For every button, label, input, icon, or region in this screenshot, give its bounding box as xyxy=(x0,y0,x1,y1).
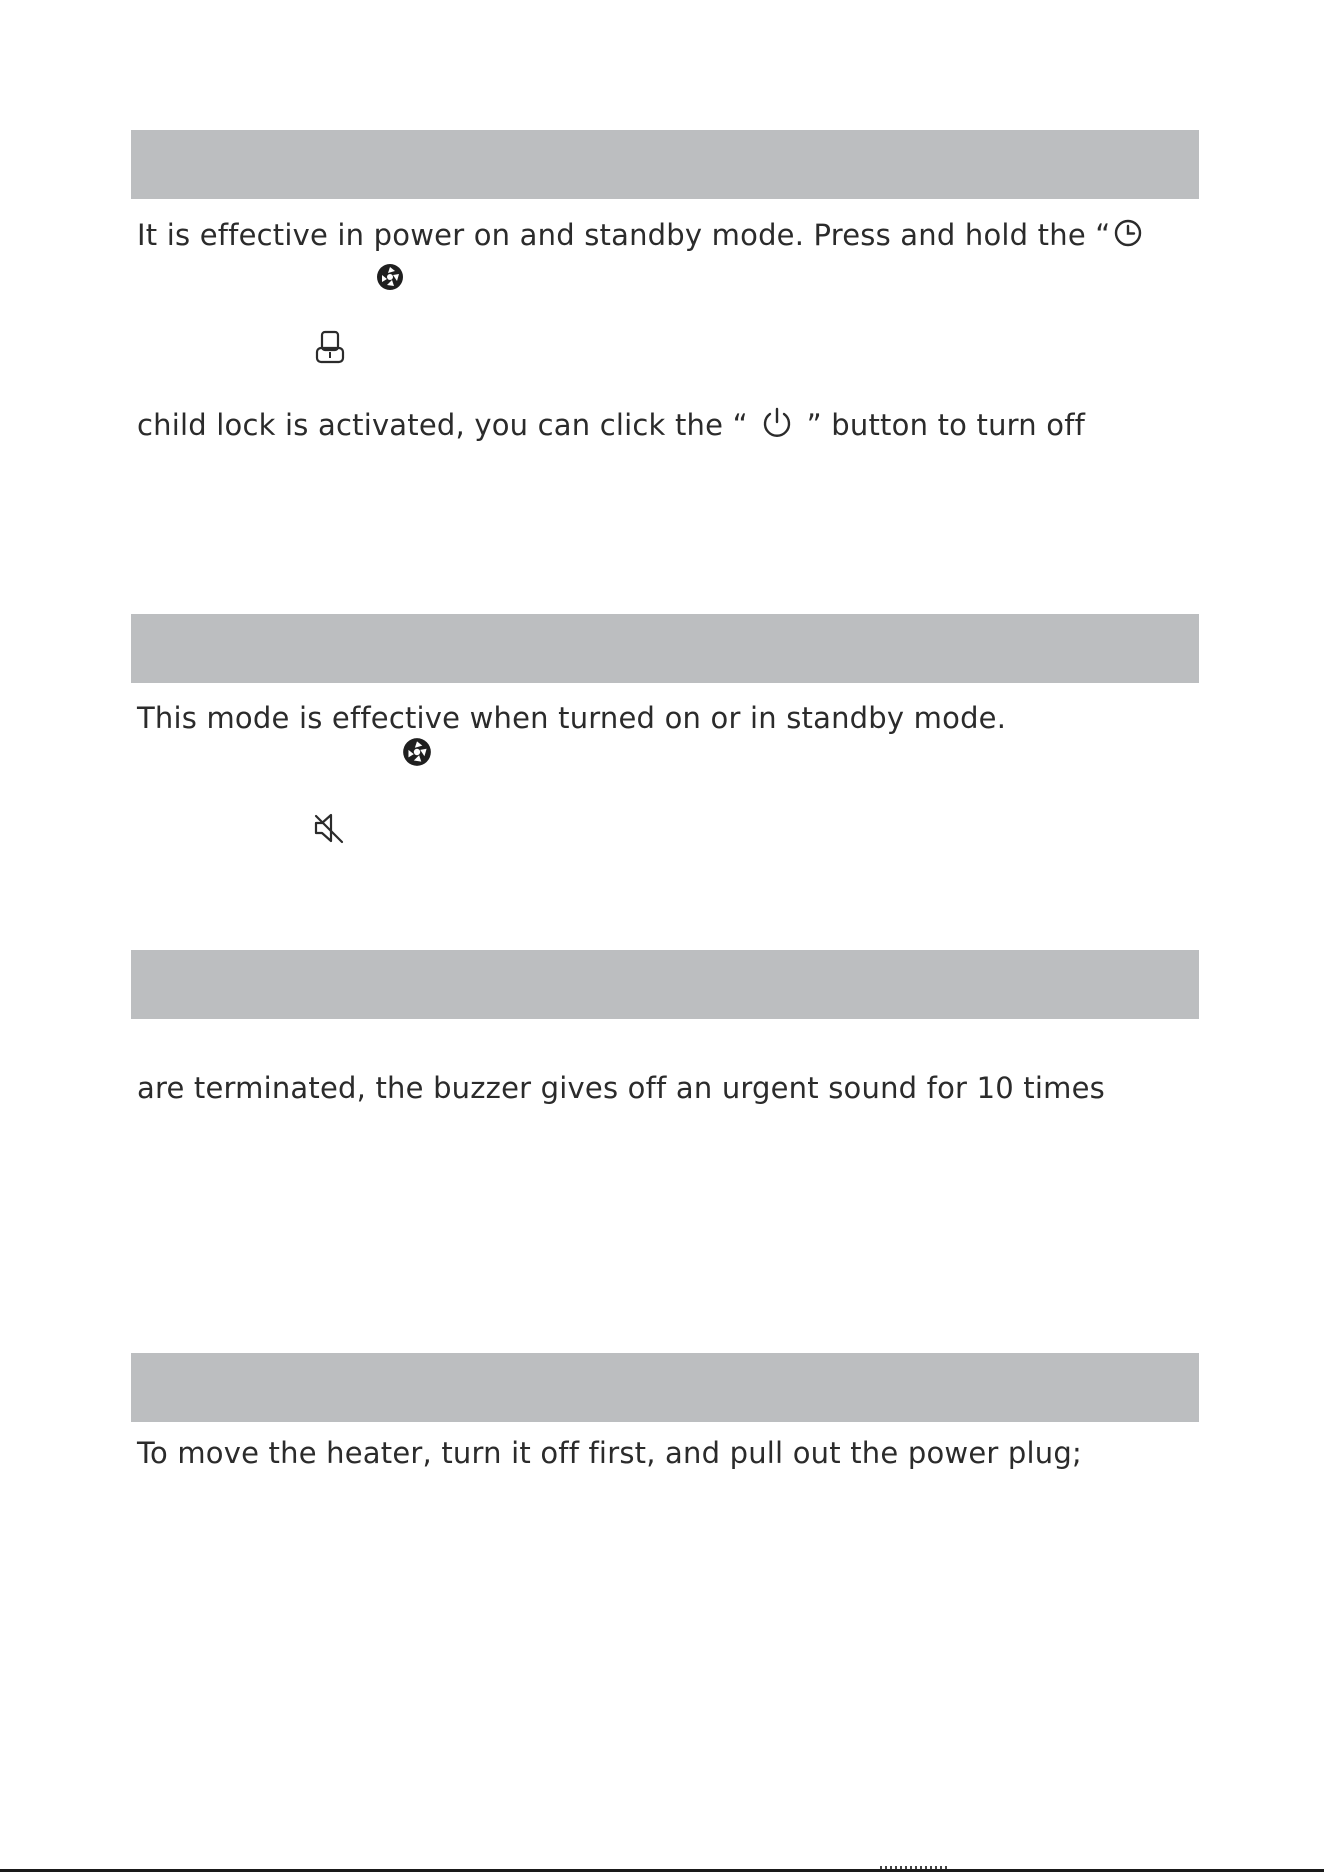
buzzer-text-line-1-content: are terminated, the buzzer gives off an urgent sound for 10 times xyxy=(137,1071,1105,1105)
clock-icon xyxy=(1113,218,1143,256)
section-header-bar-1 xyxy=(131,130,1199,199)
section-header-bar-2 xyxy=(131,614,1199,683)
section-header-bar-4 xyxy=(131,1353,1199,1422)
mute-text-line-1-content: This mode is effective when turned on or in standby mode. xyxy=(137,701,1007,735)
child-lock-text-line-2-tail: ” button to turn off xyxy=(806,408,1086,442)
buzzer-text-line-1 xyxy=(137,1070,1105,1106)
power-icon xyxy=(759,405,795,449)
section-header-bar-3 xyxy=(131,950,1199,1019)
footer-tick-marks xyxy=(880,1866,950,1869)
mute-text-line-1 xyxy=(137,700,1006,736)
child-lock-icon xyxy=(313,330,347,368)
move-text-line-1 xyxy=(137,1435,1082,1471)
child-lock-text-line-1 xyxy=(137,217,1145,256)
shutter-icon xyxy=(375,262,405,292)
move-text-line-1-content: To move the heater, turn it off first, and pull out the power plug; xyxy=(137,1436,1082,1470)
child-lock-text-line-1-content: It is effective in power on and standby mode. Press and hold the “ xyxy=(137,218,1111,252)
shutter-icon-2 xyxy=(401,736,433,768)
child-lock-text-line-2 xyxy=(137,405,1085,449)
child-lock-text-line-2-content: child lock is activated, you can click the “ xyxy=(137,408,748,442)
mute-speaker-icon xyxy=(312,810,348,846)
